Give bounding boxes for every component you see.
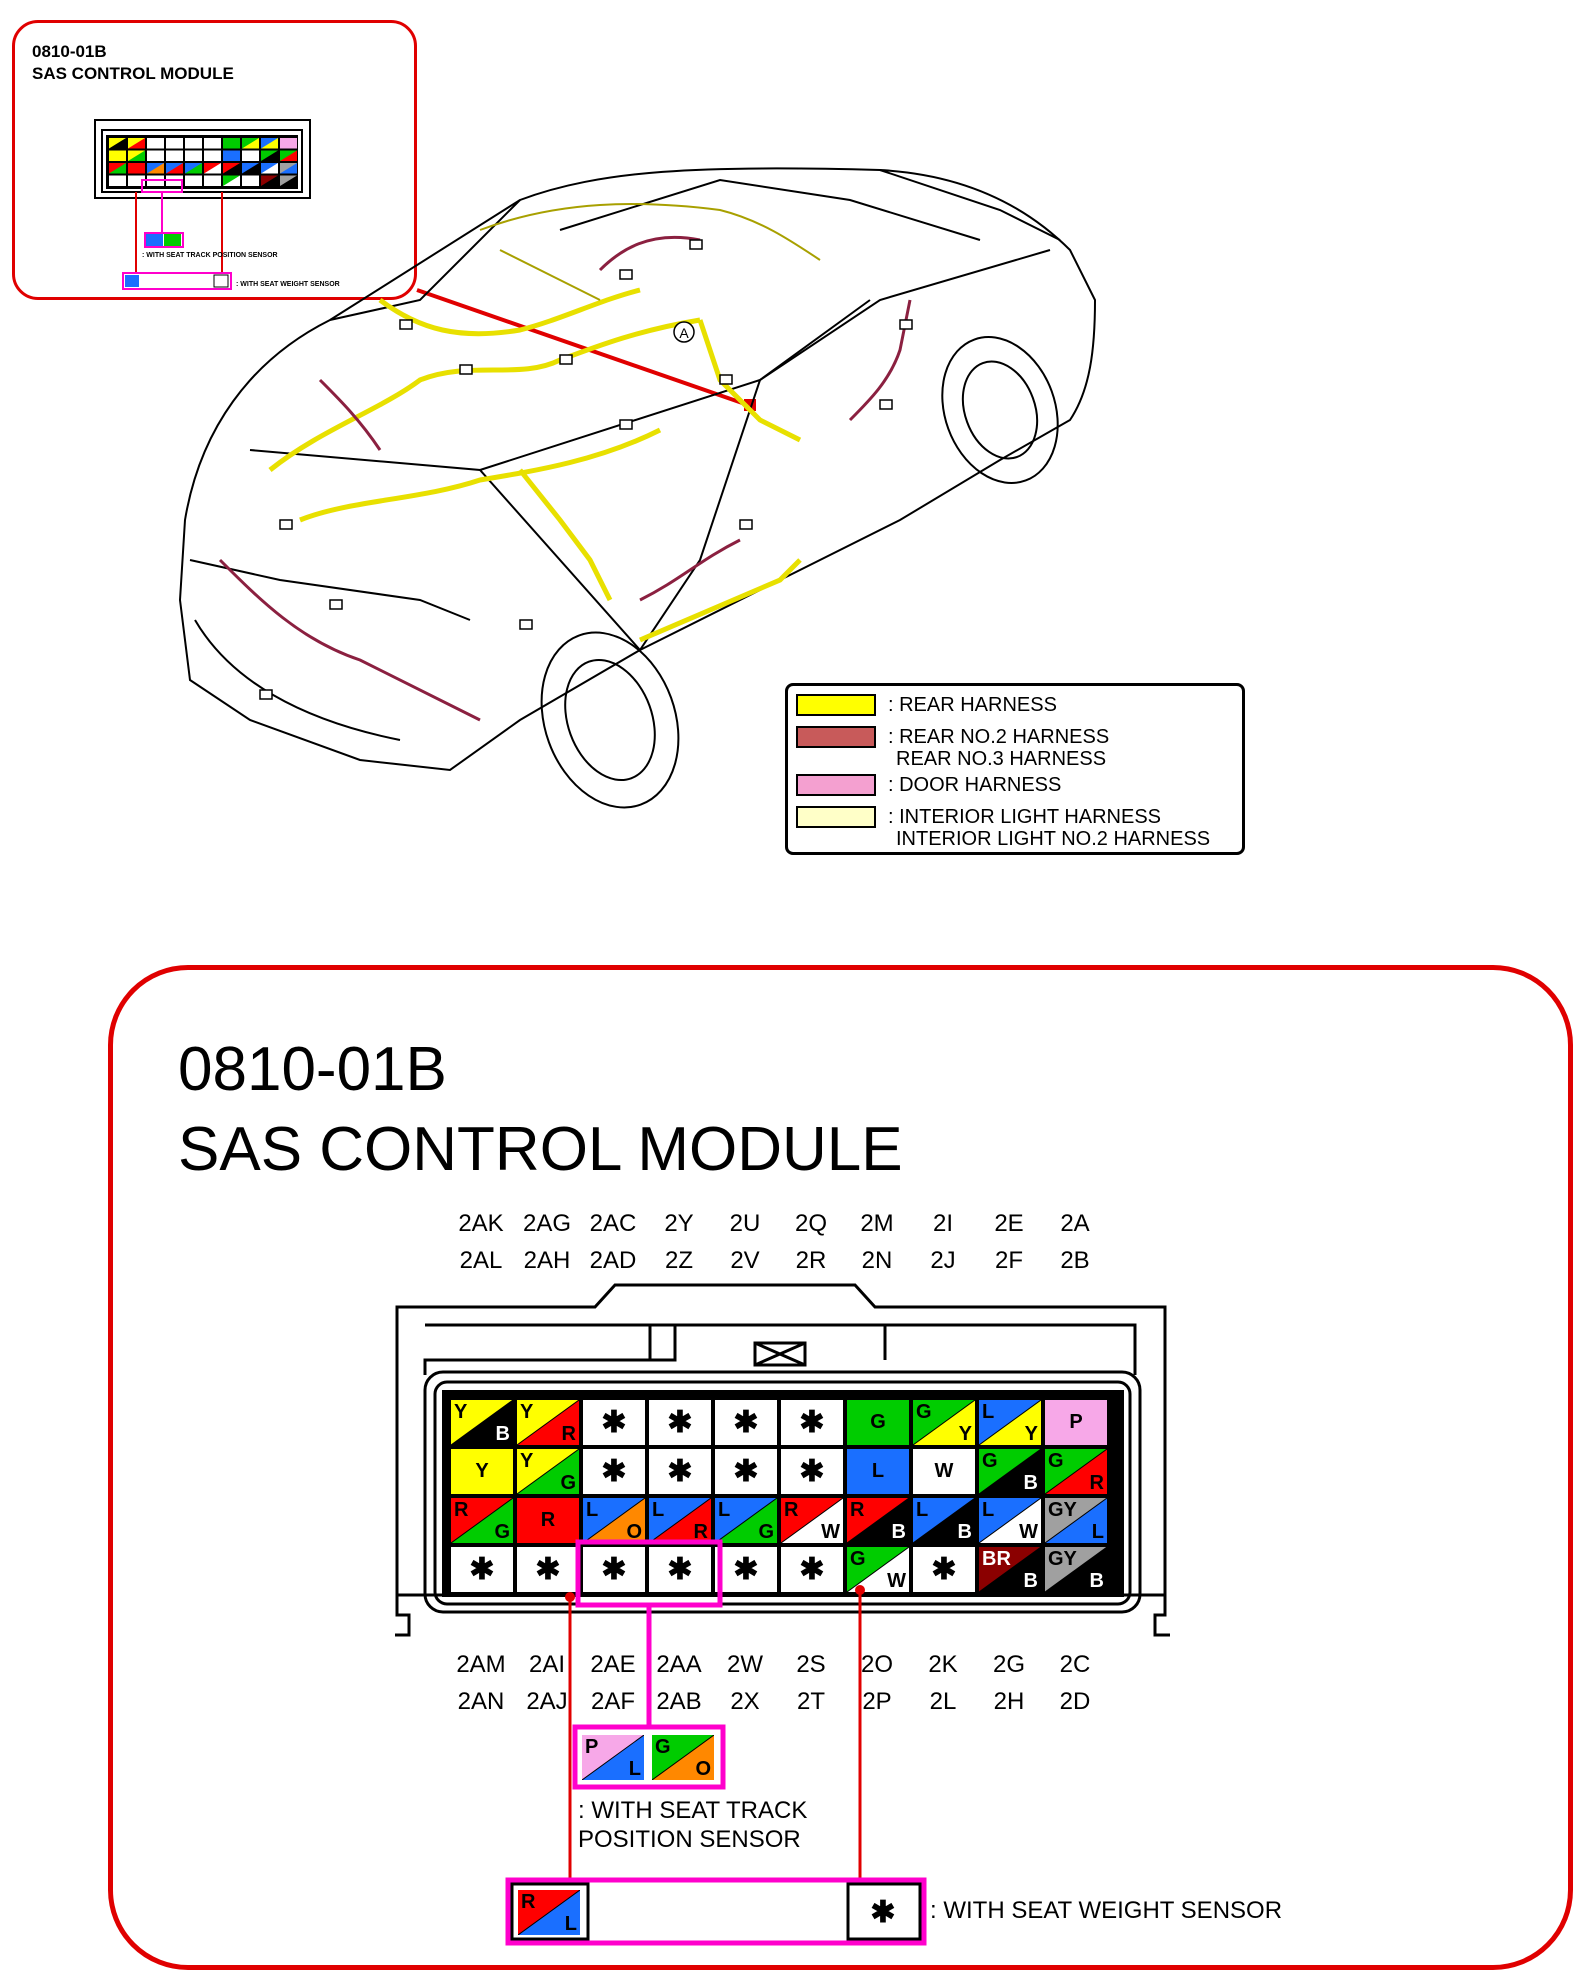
wire-stripe-color: Y (958, 1423, 972, 1445)
wire-base-color: R (454, 1499, 469, 1521)
pin-number-label: 2N (861, 1247, 893, 1274)
wire-color-code: R (540, 1509, 556, 1531)
wire-stripe-color: B (891, 1521, 906, 1543)
inset-weight-note: : WITH SEAT WEIGHT SENSOR (236, 281, 340, 288)
wire-color-code: P (1069, 1411, 1083, 1433)
seat-track-pin-cell (652, 1735, 714, 1780)
seat-weight-pin-cell (852, 1890, 914, 1935)
connector-name: SAS CONTROL MODULE (178, 1115, 903, 1184)
pin-number-label: 2C (1059, 1651, 1091, 1678)
legend-label: : REAR NO.2 HARNESS (888, 726, 1110, 748)
seat-weight-note: : WITH SEAT WEIGHT SENSOR (930, 1897, 1283, 1924)
wire-base-color: L (652, 1499, 665, 1521)
pin-number-label: 2K (928, 1651, 958, 1678)
wire-base-color: G (850, 1548, 866, 1570)
unused-pin-mark: ✱ (667, 1553, 693, 1586)
wire-stripe-color: W (887, 1570, 906, 1592)
pin-number-label: 2Z (664, 1247, 693, 1274)
seat-track-note-line2: POSITION SENSOR (578, 1826, 801, 1853)
pin-number-label: 2X (730, 1688, 760, 1715)
wire-base-color: R (521, 1891, 536, 1913)
unused-pin-mark: ✱ (799, 1455, 825, 1488)
pin-number-label: 2A (1060, 1210, 1090, 1237)
wire-stripe-color: R (1089, 1472, 1104, 1494)
legend-label: INTERIOR LIGHT NO.2 HARNESS (896, 828, 1211, 850)
pin-number-label: 2AB (656, 1688, 702, 1715)
wire-base-color: L (916, 1499, 929, 1521)
pin-number-label: 2AH (523, 1247, 571, 1274)
pin-number-label: 2AM (456, 1651, 506, 1678)
legend-label: REAR NO.3 HARNESS (896, 748, 1107, 770)
unused-pin-mark: ✱ (799, 1553, 825, 1586)
unused-pin-mark: ✱ (535, 1553, 561, 1586)
pin-number-label: 2V (730, 1247, 760, 1274)
wire-color-code: W (934, 1460, 954, 1482)
wire-base-color: Y (454, 1401, 468, 1423)
wire-base-color: G (1048, 1450, 1064, 1472)
wire-base-color: R (784, 1499, 799, 1521)
wire-color-code: Y (475, 1460, 489, 1482)
pin-number-label: 2AC (589, 1210, 637, 1237)
pin-number-label: 2Q (794, 1210, 827, 1237)
seat-track-note-line1: : WITH SEAT TRACK (578, 1797, 808, 1824)
wire-base-color: P (585, 1736, 599, 1758)
pin-number-label: 2P (862, 1688, 892, 1715)
wire-stripe-color: B (1023, 1472, 1038, 1494)
wire-base-color: G (916, 1401, 932, 1423)
wire-base-color: G (982, 1450, 998, 1472)
pin-number-label: 2W (727, 1651, 763, 1678)
pin-number-label: 2I (932, 1210, 953, 1237)
pin-number-label: 2AJ (526, 1688, 568, 1715)
wire-stripe-color: B (495, 1423, 510, 1445)
seat-weight-pin-cell (518, 1890, 580, 1935)
wire-base-color: Y (520, 1401, 534, 1423)
unused-pin-mark: ✱ (667, 1455, 693, 1488)
unused-pin-mark: ✱ (601, 1406, 627, 1439)
wire-base-color: GY (1048, 1548, 1077, 1570)
pin-number-label: 2E (994, 1210, 1024, 1237)
pin-number-label: 2U (729, 1210, 761, 1237)
wire-stripe-color: W (1019, 1521, 1038, 1543)
wire-stripe-color: O (626, 1521, 642, 1543)
wire-base-color: L (982, 1401, 995, 1423)
pin-number-label: 2R (795, 1247, 827, 1274)
unused-pin-mark: ✱ (667, 1406, 693, 1439)
pin-number-label: 2AD (589, 1247, 637, 1274)
location-marker-a: A (679, 325, 689, 341)
wire-stripe-color: W (821, 1521, 840, 1543)
unused-pin-mark: ✱ (733, 1553, 759, 1586)
wire-base-color: Y (520, 1450, 534, 1472)
inset-connector-code: 0810-01B (32, 42, 107, 61)
wire-stripe-color: G (494, 1521, 510, 1543)
wire-stripe-color: B (1023, 1570, 1038, 1592)
pin-number-label: 2AL (459, 1247, 503, 1274)
legend-label: : INTERIOR LIGHT HARNESS (888, 806, 1162, 828)
wire-stripe-color: L (564, 1913, 577, 1935)
pin-number-label: 2T (796, 1688, 825, 1715)
pin-number-label: 2AE (590, 1651, 636, 1678)
unused-pin-mark: ✱ (469, 1553, 495, 1586)
wire-base-color: GY (1048, 1499, 1077, 1521)
unused-pin-mark: ✱ (799, 1406, 825, 1439)
pin-number-label: 2H (993, 1688, 1025, 1715)
pin-number-label: 2AK (458, 1210, 504, 1237)
wire-stripe-color: R (693, 1521, 708, 1543)
pin-number-label: 2S (796, 1651, 826, 1678)
connector-code: 0810-01B (178, 1035, 447, 1104)
pin-number-label: 2L (929, 1688, 957, 1715)
pin-number-label: 2AI (528, 1651, 566, 1678)
wire-base-color: G (655, 1736, 671, 1758)
unused-pin-mark: ✱ (870, 1896, 896, 1929)
inset-connector-name: SAS CONTROL MODULE (32, 64, 234, 83)
legend-label: : DOOR HARNESS (888, 774, 1062, 796)
unused-pin-mark: ✱ (601, 1455, 627, 1488)
wire-stripe-color: B (957, 1521, 972, 1543)
pin-number-label: 2F (994, 1247, 1023, 1274)
pin-number-label: 2J (930, 1247, 956, 1274)
seat-track-pin-cell (582, 1735, 644, 1780)
pin-number-label: 2B (1060, 1247, 1090, 1274)
pin-number-label: 2G (992, 1651, 1025, 1678)
wire-base-color: BR (982, 1548, 1011, 1570)
pin-number-label: 2O (860, 1651, 893, 1678)
wire-stripe-color: L (628, 1758, 641, 1780)
unused-pin-mark: ✱ (931, 1553, 957, 1586)
pin-number-label: 2AG (522, 1210, 572, 1237)
wire-base-color: R (850, 1499, 865, 1521)
wire-base-color: L (982, 1499, 995, 1521)
wire-base-color: L (586, 1499, 599, 1521)
wire-stripe-color: Y (1024, 1423, 1038, 1445)
pin-number-label: 2AA (656, 1651, 702, 1678)
wire-stripe-color: O (695, 1758, 711, 1780)
pin-number-label: 2AF (590, 1688, 635, 1715)
pin-number-label: 2D (1059, 1688, 1091, 1715)
wire-stripe-color: L (1091, 1521, 1104, 1543)
wire-stripe-color: B (1089, 1570, 1104, 1592)
wire-stripe-color: R (561, 1423, 576, 1445)
unused-pin-mark: ✱ (733, 1406, 759, 1439)
legend-label: : REAR HARNESS (888, 694, 1057, 716)
inset-track-note: : WITH SEAT TRACK POSITION SENSOR (142, 252, 278, 259)
wire-color-code: L (871, 1460, 885, 1482)
pin-number-label: 2Y (664, 1210, 694, 1237)
wire-base-color: L (718, 1499, 731, 1521)
pin-number-label: 2M (860, 1210, 894, 1237)
unused-pin-mark: ✱ (733, 1455, 759, 1488)
unused-pin-mark: ✱ (601, 1553, 627, 1586)
wire-stripe-color: G (560, 1472, 576, 1494)
pin-number-label: 2AN (457, 1688, 505, 1715)
wire-stripe-color: G (758, 1521, 774, 1543)
wire-color-code: G (870, 1411, 886, 1433)
